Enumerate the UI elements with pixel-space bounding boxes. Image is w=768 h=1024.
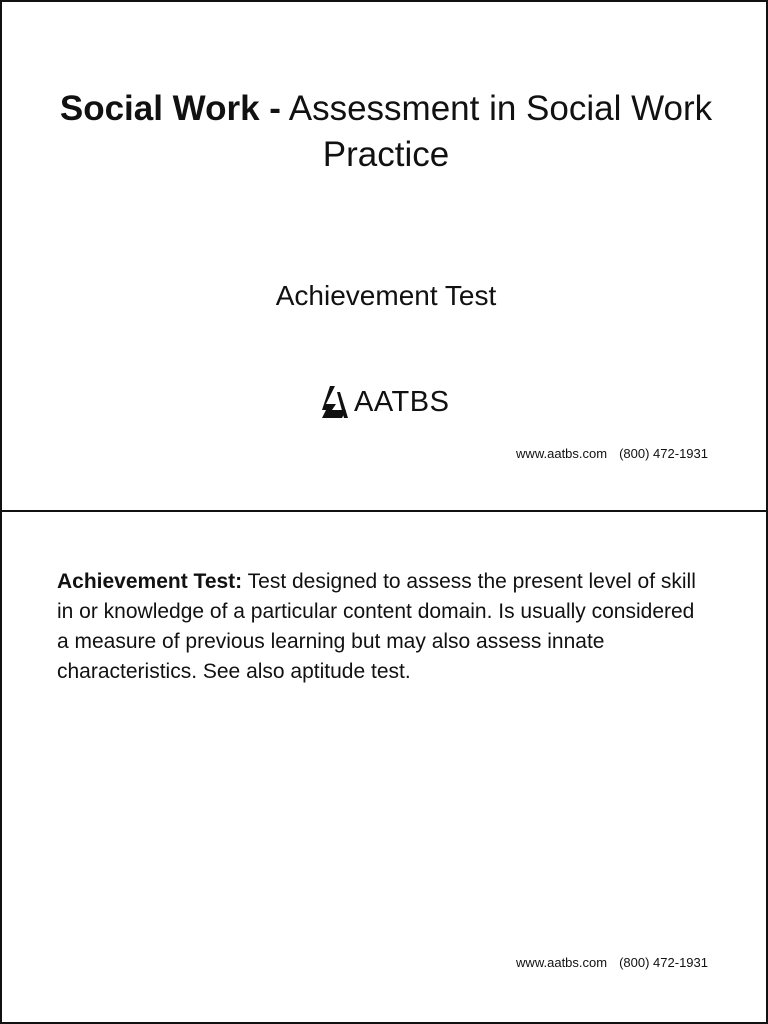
definition-term: Achievement Test: bbox=[57, 570, 243, 593]
definition-text bbox=[57, 567, 707, 687]
card-back-footer bbox=[516, 955, 708, 971]
website-link[interactable]: www.aatbs.com bbox=[516, 446, 608, 461]
card-title-topic: Assessment in Social Work Practice bbox=[288, 89, 713, 174]
phone-number: (800) 472-1931 bbox=[619, 446, 708, 461]
card-title-subject: Social Work - bbox=[59, 89, 281, 128]
logo-wordmark: AATBS bbox=[354, 386, 450, 418]
card-title bbox=[42, 86, 730, 178]
definition-body: Test designed to assess the present level of skill in or knowledge of a particular content domain. Is usually considered a measure of previous learning but may also assess innate characteristics. See also aptitude test. bbox=[57, 570, 696, 683]
website-link[interactable]: www.aatbs.com bbox=[516, 955, 608, 970]
card-term-heading: Achievement Test bbox=[275, 280, 497, 311]
aatbs-logo bbox=[320, 382, 449, 422]
aatbs-logo-icon bbox=[320, 384, 352, 420]
flashcard-back bbox=[0, 510, 768, 1024]
card-front-footer bbox=[516, 446, 708, 462]
phone-number: (800) 472-1931 bbox=[619, 955, 708, 970]
